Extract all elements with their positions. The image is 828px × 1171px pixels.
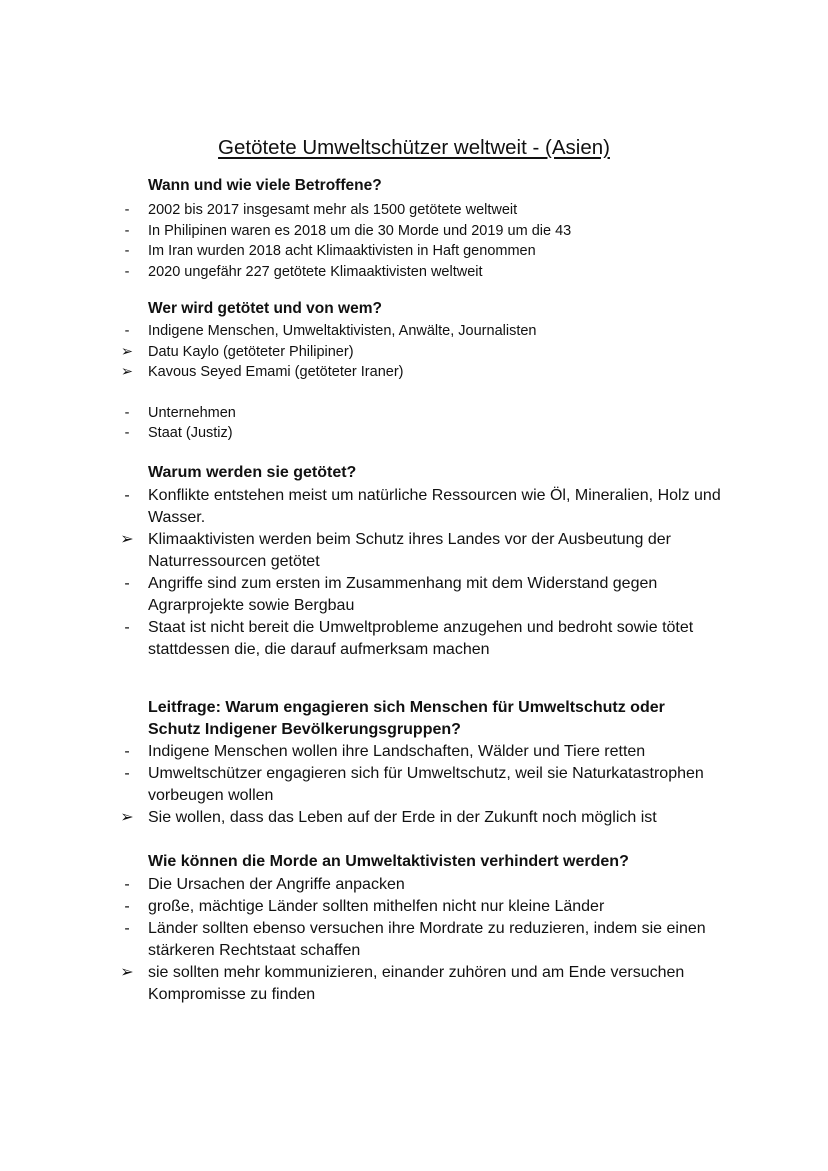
dash-marker: - (124, 765, 130, 782)
list-item (0, 741, 828, 763)
section-when-how-many (0, 175, 828, 282)
bullet-list (0, 874, 828, 1006)
item-text: 2020 ungefähr 227 getötete Klimaaktivisten weltweit (148, 263, 483, 280)
item-text: Indigene Menschen, Umweltaktivisten, Anwälte, Journalisten (148, 323, 537, 339)
list-item (0, 262, 828, 283)
item-text: Staat (Justiz) (148, 425, 233, 441)
section-who-killed-by-whom (0, 298, 828, 444)
dash-marker: - (124, 920, 130, 937)
list-item (0, 241, 828, 262)
arrow-bullet-icon: ➢ (120, 809, 134, 826)
list-item (0, 896, 828, 918)
list-item (0, 362, 828, 383)
item-text: Länder sollten ebenso versuchen ihre Mordrate zu reduzieren, indem sie einen stärkeren Rechtstaat schaffen (148, 920, 706, 959)
page-title: Getötete Umweltschützer weltweit - (Asien) (218, 136, 610, 159)
list-item (0, 423, 828, 444)
dash-marker: - (124, 425, 130, 441)
section-heading: Wer wird getötet und von wem? (148, 300, 382, 317)
section-prevention (0, 851, 828, 1006)
list-item (0, 763, 828, 807)
item-text: Klimaaktivisten werden beim Schutz ihres Landes vor der Ausbeutung der Naturressourcen getötet (148, 531, 671, 570)
item-text: 2002 bis 2017 insgesamt mehr als 1500 getötete weltweit (148, 202, 518, 218)
dash-marker: - (124, 404, 130, 421)
dash-marker: - (124, 898, 130, 915)
dash-marker: - (124, 243, 130, 259)
list-item (0, 807, 828, 829)
bullet-list (0, 321, 828, 444)
section-heading: Wann und wie viele Betroffene? (148, 177, 382, 194)
bullet-list (0, 741, 828, 829)
item-text: Datu Kaylo (getöteter Philipiner) (148, 343, 354, 360)
list-item (0, 403, 828, 424)
list-item (0, 918, 828, 962)
dash-marker: - (124, 222, 130, 239)
item-text: Angriffe sind zum ersten im Zusammenhang mit dem Widerstand gegen Agrarprojekte sowie Bergbau (148, 575, 658, 614)
item-text: sie sollten mehr kommunizieren, einander zuhören und am Ende versuchen Kompromisse zu finden (148, 964, 685, 1003)
dash-marker: - (124, 619, 130, 636)
list-item (0, 962, 828, 1006)
dash-marker: - (124, 487, 130, 504)
list-item (0, 573, 828, 617)
item-text: Umweltschützer engagieren sich für Umweltschutz, weil sie Naturkatastrophen vorbeugen wollen (148, 765, 704, 804)
dash-marker: - (124, 202, 130, 218)
item-text: Unternehmen (148, 404, 236, 421)
item-text: Staat ist nicht bereit die Umweltprobleme anzugehen und bedroht sowie tötet stattdessen die, die darauf aufmerksam machen (148, 619, 694, 658)
item-text: Kavous Seyed Emami (getöteter Iraner) (148, 364, 404, 380)
dash-marker: - (124, 263, 130, 280)
section-guiding-question (0, 697, 828, 829)
list-item (0, 221, 828, 242)
item-text: Konflikte entstehen meist um natürliche Ressourcen wie Öl, Mineralien, Holz und Wasser. (148, 487, 721, 526)
bullet-list (0, 485, 828, 661)
arrow-bullet-icon: ➢ (120, 364, 134, 380)
section-heading: Warum werden sie getötet? (148, 464, 357, 481)
list-item (0, 485, 828, 529)
dash-marker: - (124, 575, 130, 592)
item-text: In Philipinen waren es 2018 um die 30 Morde und 2019 um die 43 (148, 222, 572, 239)
item-text: Die Ursachen der Angriffe anpacken (148, 876, 405, 893)
item-text: Im Iran wurden 2018 acht Klimaaktivisten in Haft genommen (148, 243, 536, 259)
list-item (0, 342, 828, 363)
list-item (0, 200, 828, 221)
list-item (0, 874, 828, 896)
section-heading: Leitfrage: Warum engagieren sich Menschen für Umweltschutz oder Schutz Indigener Bevölkerungsgruppen? (148, 699, 665, 738)
list-item (0, 617, 828, 661)
list-item (0, 529, 828, 573)
item-text: Sie wollen, dass das Leben auf der Erde in der Zukunft noch möglich ist (148, 809, 657, 826)
item-text: Indigene Menschen wollen ihre Landschaften, Wälder und Tiere retten (148, 743, 646, 760)
section-why-killed (0, 462, 828, 661)
dash-marker: - (124, 876, 130, 893)
list-item (0, 321, 828, 342)
arrow-bullet-icon: ➢ (120, 343, 134, 360)
arrow-bullet-icon: ➢ (120, 531, 134, 548)
arrow-bullet-icon: ➢ (120, 964, 134, 981)
section-heading: Wie können die Morde an Umweltaktivisten verhindert werden? (148, 853, 629, 870)
item-text: große, mächtige Länder sollten mithelfen nicht nur kleine Länder (148, 898, 605, 915)
dash-marker: - (124, 323, 130, 339)
dash-marker: - (124, 743, 130, 760)
bullet-list (0, 200, 828, 282)
list-spacer (0, 383, 828, 403)
